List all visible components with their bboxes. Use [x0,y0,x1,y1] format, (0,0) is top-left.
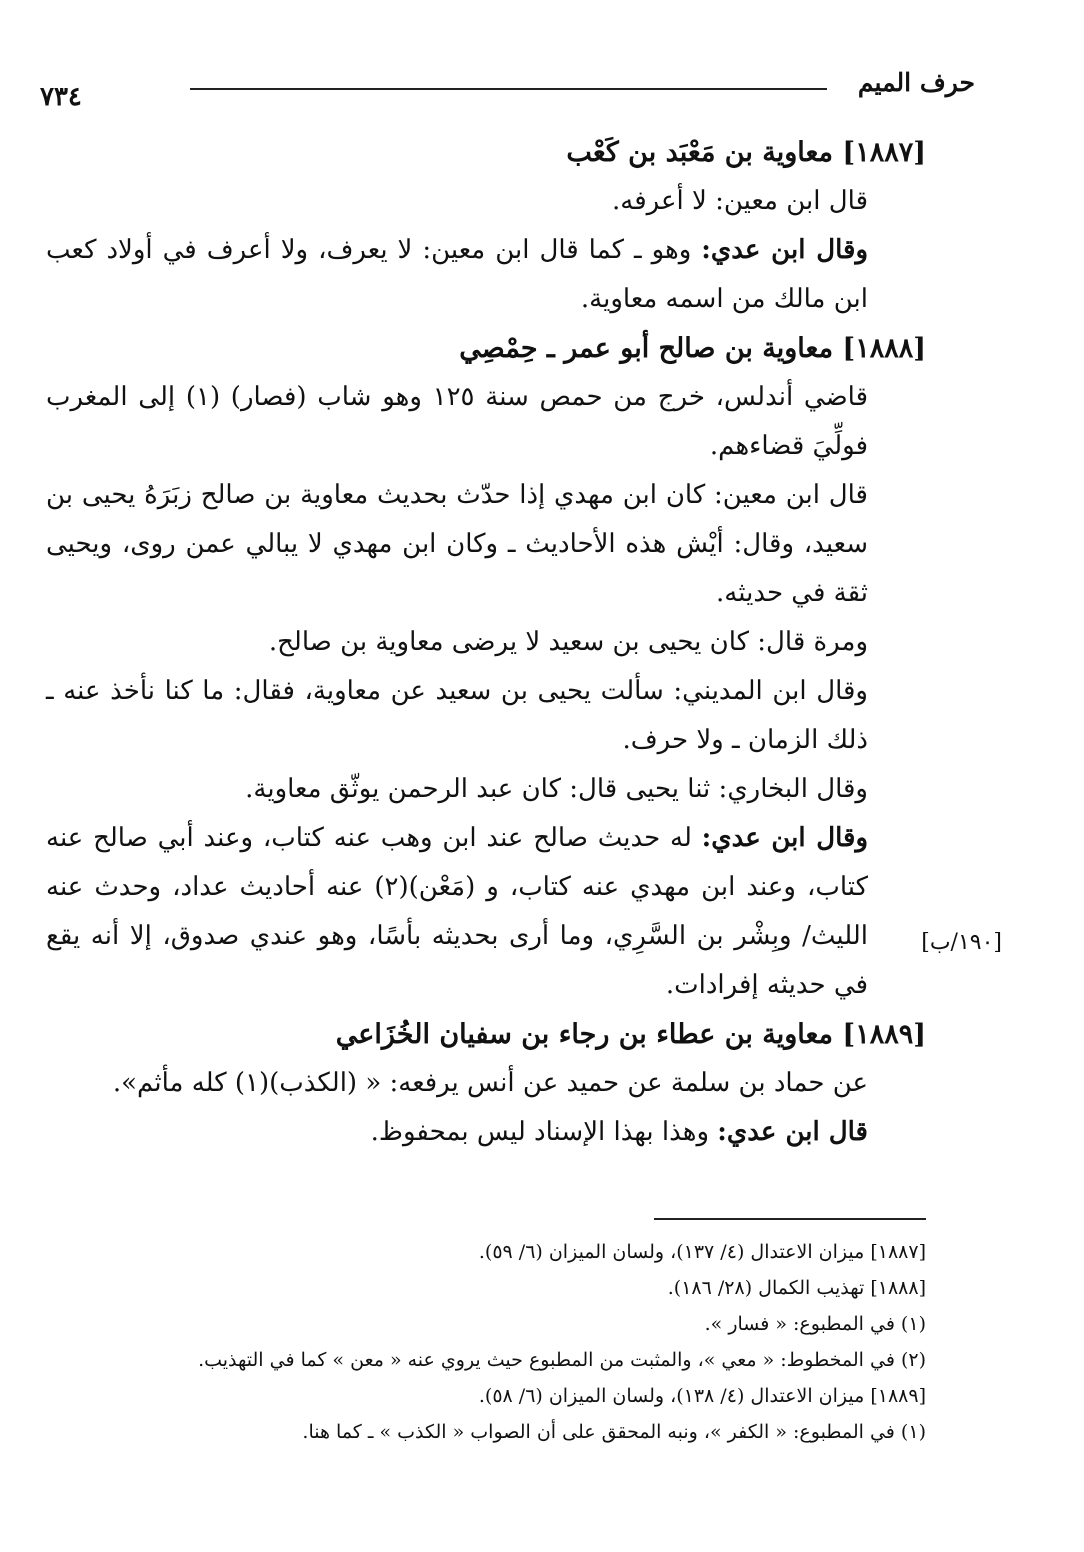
main-text [46,128,926,1157]
paragraph-text: وهو ـ كما قال ابن معين: لا يعرف، ولا أعرف في أولاد كعب ابن مالك من اسمه معاوية. [46,235,868,314]
footnote: [١٨٨٧] ميزان الاعتدال (٤/ ١٣٧)، ولسان الميزان (٦/ ٥٩). [478,1241,926,1263]
entry-title: [١٨٨٧] معاوية بن مَعْبَد بن كَعْب [566,137,926,168]
paragraph: قال ابن معين: كان ابن مهدي إذا حدّث بحديث معاوية بن صالح زبَرَهُ يحيى بن سعيد، وقال: أيْش هذه الأحاديث ـ وكان ابن مهدي لا يبالي عمن روى، ويحيى ثقة في حديثه. [46,480,868,608]
paragraph [46,226,926,324]
speaker-lead: وقال ابن عدي: [701,235,869,265]
footnote: (١) في المطبوع: « الكفر »، ونبه المحقق على أن الصواب « الكذب » ـ كما هنا. [302,1421,926,1443]
paragraph [46,814,926,1010]
paragraph: قال ابن معين: لا أعرفه. [612,186,868,216]
page-header [40,64,975,114]
footnote: [١٨٨٩] ميزان الاعتدال (٤/ ١٣٨)، ولسان الميزان (٦/ ٥٨). [478,1385,926,1407]
footnote: (٢) في المخطوط: « معي »، والمثبت من المطبوع حيث يروي عنه « معن » كما في التهذيب. [198,1349,926,1371]
footnote: [١٨٨٨] تهذيب الكمال (٢٨/ ١٨٦). [667,1277,926,1299]
page-number: ٧٣٤ [40,82,82,112]
footnote-rule [654,1218,926,1220]
paragraph: وقال ابن المديني: سألت يحيى بن سعيد عن معاوية، فقال: ما كنا نأخذ عنه ـ ذلك الزمان ـ ولا حرف. [46,676,868,755]
footnote: (١) في المطبوع: « فسار ». [704,1313,926,1335]
paragraph-text: له حديث صالح عند ابن وهب عنه كتاب، وعند أبي صالح عنه كتاب، وعند ابن مهدي عنه كتاب، و (مَعْن)(٢) عنه أحاديث عداد، وحدث عنه الليث/ وبِشْر بن السَّرِي، وما أرى بحديثه بأسًا، وهو عندي صدوق، إلا أنه يقع في حديثه إفرادات. [46,823,868,1000]
paragraph: ومرة قال: كان يحيى بن سعيد لا يرضى معاوية بن صالح. [268,627,868,657]
paragraph: عن حماد بن سلمة عن حميد عن أنس يرفعه: « (الكذب)(١) كله مأثم». [112,1068,868,1098]
paragraph [46,1108,926,1157]
footnotes [46,1234,926,1450]
running-title: حرف الميم [857,68,975,97]
paragraph-text: وهذا بهذا الإسناد ليس بمحفوظ. [370,1117,718,1147]
speaker-lead: قال ابن عدي: [717,1117,868,1147]
paragraph: قاضي أندلس، خرج من حمص سنة ١٢٥ وهو شاب (فصار) (١) إلى المغرب فولِّيَ قضاءهم. [46,382,869,461]
header-rule [190,88,827,90]
paragraph: وقال البخاري: ثنا يحيى قال: كان عبد الرحمن يوثّق معاوية. [245,774,868,804]
speaker-lead: وقال ابن عدي: [701,823,868,853]
manuscript-folio-note: [١٩٠/ب] [921,930,1002,955]
entry-title: [١٨٨٩] معاوية بن عطاء بن رجاء بن سفيان الخُزَاعي [335,1019,926,1050]
entry-title: [١٨٨٨] معاوية بن صالح أبو عمر ـ حِمْصِي [459,333,926,364]
